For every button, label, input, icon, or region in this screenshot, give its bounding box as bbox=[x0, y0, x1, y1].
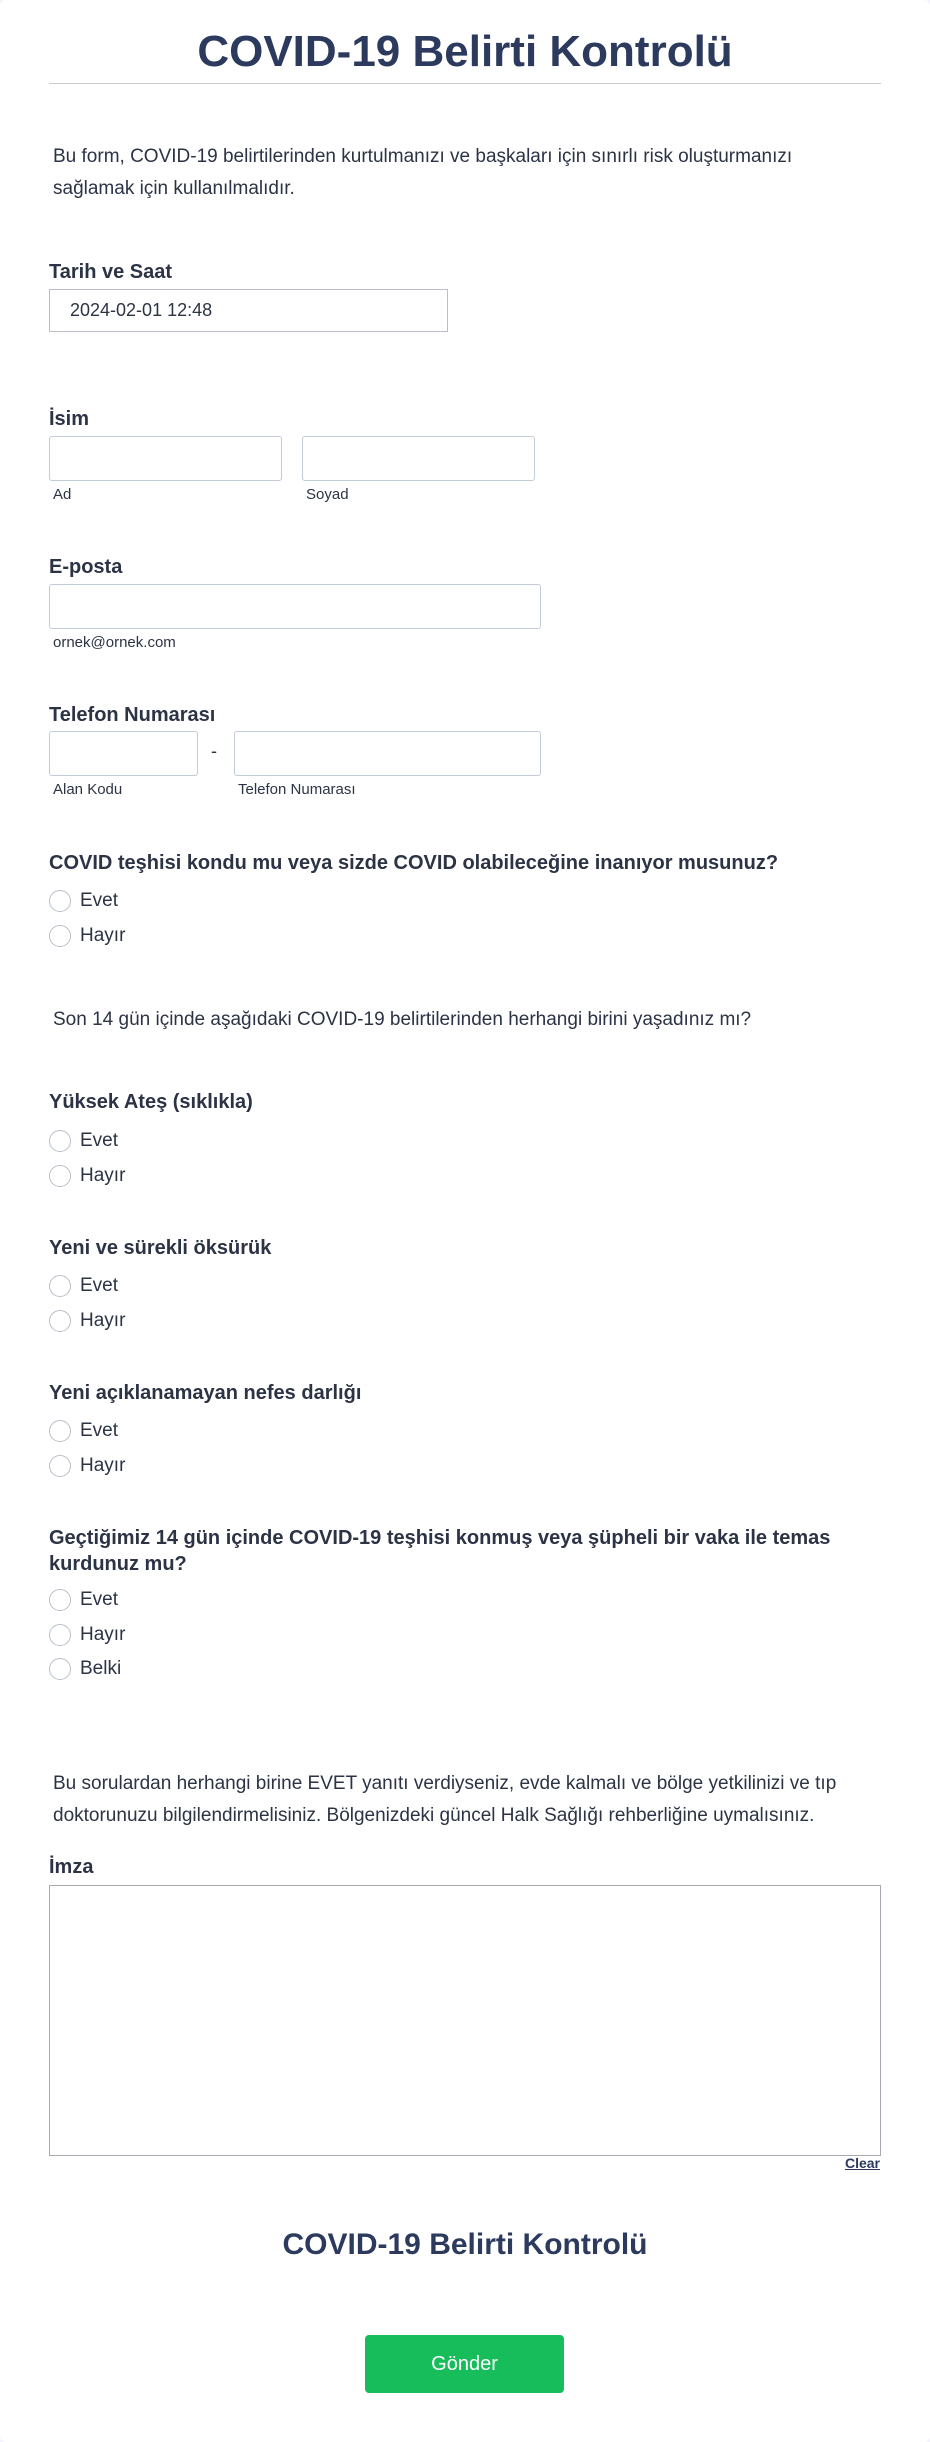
form-title: COVID-19 Belirti Kontrolü bbox=[197, 27, 733, 76]
phone-number-sublabel: Telefon Numarası bbox=[238, 781, 356, 798]
q5-option-hayir[interactable] bbox=[49, 1622, 125, 1648]
q4-option-hayir[interactable] bbox=[49, 1453, 125, 1479]
submit-button[interactable]: Gönder bbox=[365, 2335, 564, 2393]
email-input[interactable] bbox=[49, 584, 541, 629]
radio-button[interactable] bbox=[49, 1275, 71, 1297]
datetime-label: Tarih ve Saat bbox=[49, 261, 173, 283]
radio-button[interactable] bbox=[49, 1310, 71, 1332]
first-name-sublabel: Ad bbox=[53, 486, 72, 503]
footer-title: COVID-19 Belirti Kontrolü bbox=[282, 2228, 648, 2261]
radio-button[interactable] bbox=[49, 1658, 71, 1680]
radio-button[interactable] bbox=[49, 1420, 71, 1442]
q5-option-evet[interactable] bbox=[49, 1587, 118, 1613]
q1-option-evet[interactable] bbox=[49, 888, 118, 914]
q5-option-belki[interactable] bbox=[49, 1656, 121, 1682]
option-label: Hayır bbox=[80, 1310, 126, 1331]
form-intro: Bu form, COVID-19 belirtilerinden kurtulmanızı ve başkaları için sınırlı risk oluşturmanızı sağlamak için kullanılmalıdır. bbox=[53, 146, 793, 199]
radio-button[interactable] bbox=[49, 1624, 71, 1646]
q4-label: Yeni açıklanamayan nefes darlığı bbox=[49, 1382, 362, 1404]
radio-button[interactable] bbox=[49, 890, 71, 912]
q1-option-hayir[interactable] bbox=[49, 923, 125, 949]
q3-option-evet[interactable] bbox=[49, 1273, 118, 1299]
symptoms-intro: Son 14 gün içinde aşağıdaki COVID-19 belirtilerinden herhangi birini yaşadınız mı? bbox=[53, 1009, 752, 1030]
radio-button[interactable] bbox=[49, 1130, 71, 1152]
option-label: Hayır bbox=[80, 925, 126, 946]
option-label: Evet bbox=[80, 1130, 119, 1151]
option-label: Evet bbox=[80, 1420, 119, 1441]
radio-button[interactable] bbox=[49, 1455, 71, 1477]
option-label: Evet bbox=[80, 1275, 119, 1296]
q3-option-hayir[interactable] bbox=[49, 1308, 125, 1334]
area-code-input[interactable] bbox=[49, 731, 198, 776]
radio-button[interactable] bbox=[49, 925, 71, 947]
radio-button[interactable] bbox=[49, 1165, 71, 1187]
area-code-sublabel: Alan Kodu bbox=[53, 781, 123, 798]
option-label: Hayır bbox=[80, 1455, 126, 1476]
q2-option-evet[interactable] bbox=[49, 1128, 118, 1154]
q1-label: COVID teşhisi kondu mu veya sizde COVID olabileceğine inanıyor musunuz? bbox=[49, 852, 779, 874]
option-label: Hayır bbox=[80, 1624, 126, 1645]
option-label: Evet bbox=[80, 1589, 119, 1610]
phone-label: Telefon Numarası bbox=[49, 704, 216, 726]
signature-label: İmza bbox=[49, 1856, 94, 1878]
datetime-input[interactable] bbox=[49, 289, 448, 332]
email-label: E-posta bbox=[49, 556, 123, 578]
q2-label: Yüksek Ateş (sıklıkla) bbox=[49, 1091, 253, 1113]
option-label: Evet bbox=[80, 890, 119, 911]
title-divider bbox=[49, 83, 881, 84]
phone-number-input[interactable] bbox=[234, 731, 541, 776]
option-label: Belki bbox=[80, 1658, 122, 1679]
last-name-sublabel: Soyad bbox=[306, 486, 349, 503]
email-sublabel: ornek@ornek.com bbox=[53, 634, 176, 651]
last-name-input[interactable] bbox=[302, 436, 535, 481]
phone-separator: - bbox=[211, 741, 217, 761]
name-label: İsim bbox=[49, 408, 90, 430]
q2-option-hayir[interactable] bbox=[49, 1163, 125, 1189]
radio-button[interactable] bbox=[49, 1589, 71, 1611]
first-name-input[interactable] bbox=[49, 436, 282, 481]
q4-option-evet[interactable] bbox=[49, 1418, 118, 1444]
q5-label: Geçtiğimiz 14 gün içinde COVID-19 teşhisi konmuş veya şüpheli bir vaka ile temas kurdunuz mu? bbox=[49, 1527, 831, 1575]
signature-pad[interactable] bbox=[49, 1885, 881, 2156]
clear-signature-link[interactable]: Clear bbox=[844, 2155, 880, 2171]
q3-label: Yeni ve sürekli öksürük bbox=[49, 1237, 272, 1259]
notice-text: Bu sorulardan herhangi birine EVET yanıtı verdiyseniz, evde kalmalı ve bölge yetkilinizi ve tıp doktorunuzu bilgilendirmelisiniz. Bölgenizdeki güncel Halk Sağlığı rehberliğine uymalısınız. bbox=[53, 1773, 837, 1826]
option-label: Hayır bbox=[80, 1165, 126, 1186]
